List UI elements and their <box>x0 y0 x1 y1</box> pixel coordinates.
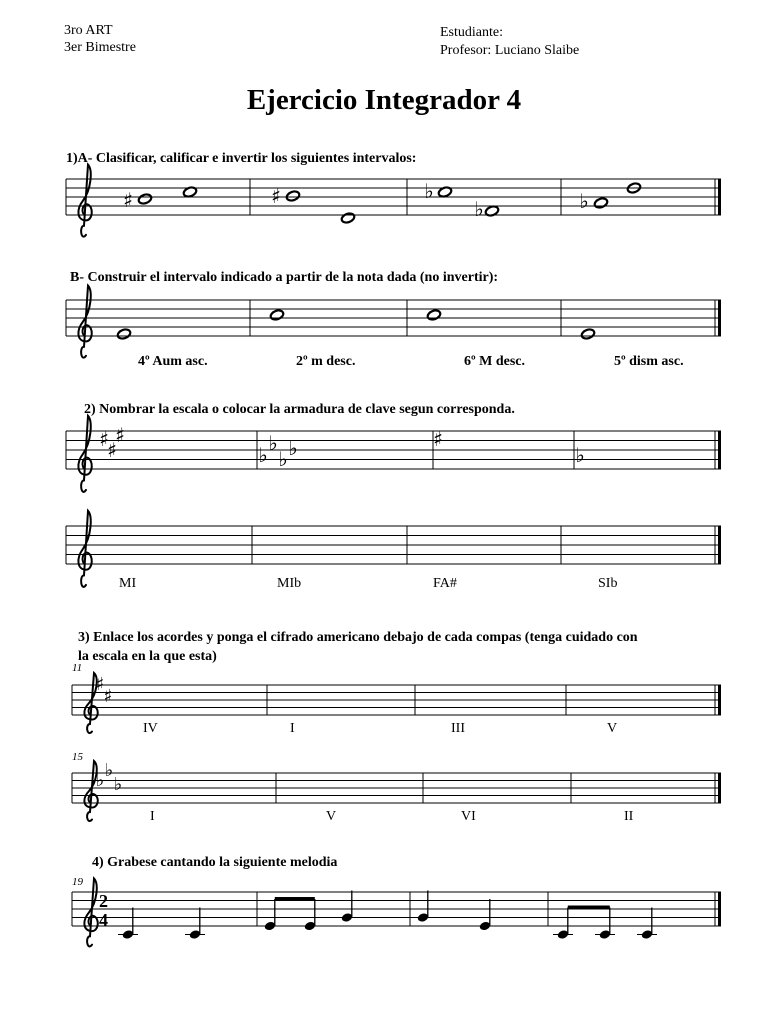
course-label: 3ro ART <box>64 23 113 38</box>
treble-clef-icon <box>78 286 91 358</box>
sharp-icon: ♯ <box>433 427 443 451</box>
treble-clef-icon <box>78 165 91 237</box>
chord-degree: VI <box>461 809 476 824</box>
whole-note <box>137 193 152 205</box>
sharp-icon: ♯ <box>95 674 105 695</box>
chord-degree: V <box>607 721 618 736</box>
sharp-icon: ♯ <box>103 686 113 707</box>
bar-number: 11 <box>72 662 83 674</box>
sharp-icon: ♯ <box>271 184 281 208</box>
interval-label: 6º M desc. <box>464 354 525 369</box>
term-label: 3er Bimestre <box>64 40 136 55</box>
flat-icon: ♭ <box>104 760 114 781</box>
instruction-3-line1: 3) Enlace los acordes y ponga el cifrado americano debajo de cada compas (tenga cuidado con <box>78 630 638 645</box>
treble-clef-icon <box>78 416 91 492</box>
bar-number: 15 <box>72 751 83 763</box>
flat-icon: ♭ <box>288 436 298 460</box>
scale-name: MI <box>119 576 137 591</box>
flat-icon: ♭ <box>268 431 278 455</box>
flat-icon: ♭ <box>113 774 123 795</box>
whole-note <box>340 212 355 224</box>
scale-name: MIb <box>277 576 302 591</box>
flat-icon: ♭ <box>258 443 268 467</box>
interval-label: 5º dism asc. <box>614 354 684 369</box>
treble-clef-icon <box>84 878 97 946</box>
time-signature-top: 2 <box>99 891 108 911</box>
flat-icon: ♭ <box>278 447 288 471</box>
chord-degree: IV <box>143 721 158 736</box>
chord-degree: I <box>290 721 295 736</box>
treble-clef-icon <box>78 165 97 947</box>
staff-lines <box>66 179 721 926</box>
instruction-2: 2) Nombrar la escala o colocar la armadura de clave segun corresponda. <box>84 402 515 417</box>
bar-number: 19 <box>72 876 83 888</box>
whole-note <box>116 328 131 340</box>
flat-icon: ♭ <box>474 197 484 221</box>
student-label: Estudiante: <box>440 25 503 40</box>
whole-note <box>580 328 595 340</box>
sharp-icon: ♯ <box>107 438 117 462</box>
scale-name: SIb <box>598 576 618 591</box>
flat-icon: ♭ <box>424 179 434 203</box>
whole-note <box>593 197 608 209</box>
whole-note <box>269 309 284 321</box>
chord-degree: III <box>451 721 465 736</box>
interval-label: 2º m desc. <box>296 354 356 369</box>
page-title: Ejercicio Integrador 4 <box>246 84 522 116</box>
whole-note <box>426 309 441 321</box>
chord-degree: II <box>624 809 634 824</box>
flat-icon: ♭ <box>95 770 105 791</box>
teacher-label: Profesor: Luciano Slaibe <box>440 43 580 58</box>
instruction-1a: 1)A- Clasificar, calificar e invertir los siguientes intervalos: <box>66 151 417 166</box>
instruction-4: 4) Grabese cantando la siguiente melodia <box>92 855 338 870</box>
chord-degree: V <box>326 809 337 824</box>
whole-note <box>285 190 300 202</box>
instruction-1b: B- Construir el intervalo indicado a partir de la nota dada (no invertir): <box>70 270 499 285</box>
flat-icon: ♭ <box>579 189 589 213</box>
instruction-3-line2: la escala en la que esta) <box>78 649 217 664</box>
sharp-icon: ♯ <box>123 188 133 212</box>
interval-label: 4º Aum asc. <box>138 354 208 369</box>
sharp-icon: ♯ <box>99 427 109 451</box>
notes <box>113 182 657 940</box>
flat-icon: ♭ <box>575 443 585 467</box>
scale-name: FA# <box>433 576 457 591</box>
chord-degree: I <box>150 809 155 824</box>
sharp-icon: ♯ <box>115 423 125 447</box>
treble-clef-icon <box>78 511 91 587</box>
time-signature-bottom: 4 <box>99 910 108 930</box>
